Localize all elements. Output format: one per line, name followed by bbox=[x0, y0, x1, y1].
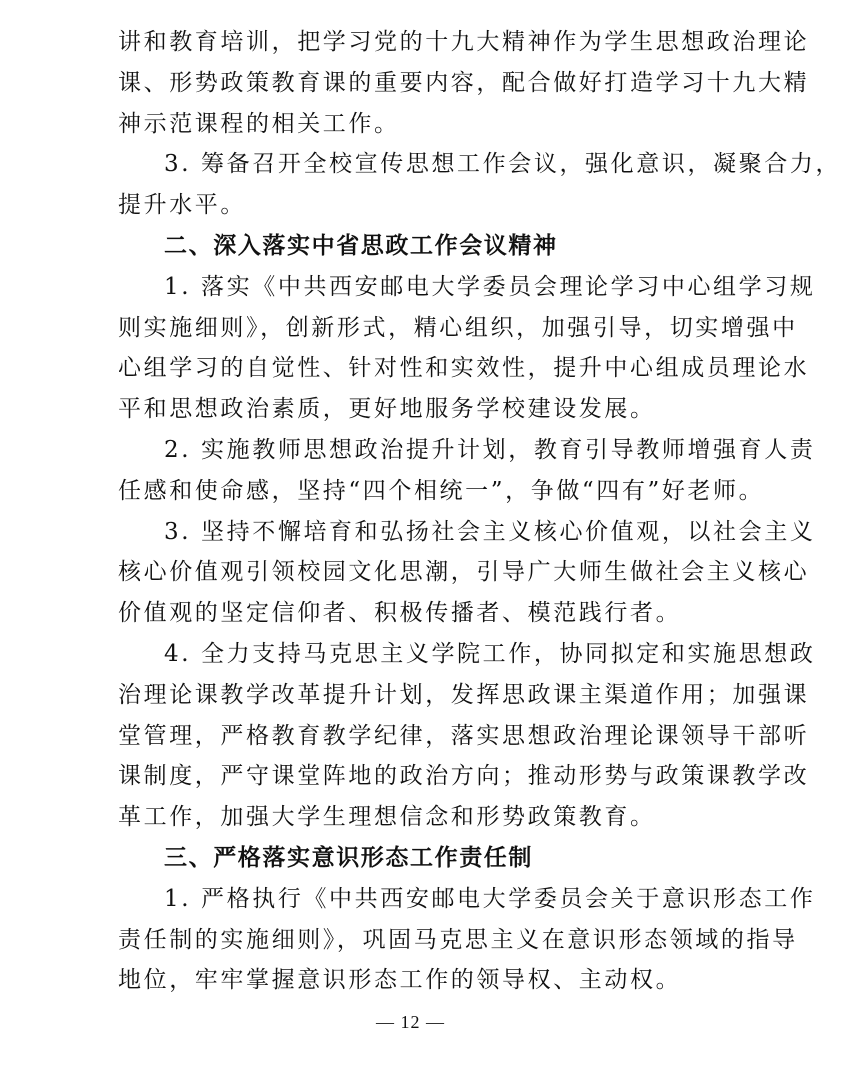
section-heading: 三、严格落实意识形态工作责任制 bbox=[164, 844, 533, 871]
text-line: 1. 严格执行《中共西安邮电大学委员会关于意识形态工作 bbox=[164, 885, 816, 912]
text-line: 堂管理，严格教育教学纪律，落实思想政治理论课领导干部听 bbox=[118, 722, 810, 749]
section-heading: 二、深入落实中省思政工作会议精神 bbox=[164, 232, 558, 259]
text-line: 则实施细则》，创新形式，精心组织，加强引导，切实增强中 bbox=[118, 314, 798, 341]
text-line: 地位，牢牢掌握意识形态工作的领导权、主动权。 bbox=[118, 967, 682, 994]
text-line: 1. 落实《中共西安邮电大学委员会理论学习中心组学习规 bbox=[164, 273, 816, 300]
text-line: 提升水平。 bbox=[118, 192, 246, 219]
text-line: 责任制的实施细则》，巩固马克思主义在意识形态领域的指导 bbox=[118, 926, 798, 953]
text-line: 4. 全力支持马克思主义学院工作，协同拟定和实施思想政 bbox=[164, 640, 816, 667]
text-line: 讲和教育培训，把学习党的十九大精神作为学生思想政治理论 bbox=[118, 29, 810, 55]
text-line: 革工作，加强大学生理想信念和形势政策教育。 bbox=[118, 804, 656, 831]
text-line: 任感和使命感，坚持“四个相统一”，争做“四有”好老师。 bbox=[118, 477, 765, 504]
document-body bbox=[118, 22, 841, 1001]
text-line: 3. 坚持不懈培育和弘扬社会主义核心价值观，以社会主义 bbox=[164, 518, 816, 545]
page-number: — 12 — bbox=[376, 1012, 445, 1032]
text-line: 平和思想政治素质，更好地服务学校建设发展。 bbox=[118, 396, 656, 423]
text-line: 价值观的坚定信仰者、积极传播者、模范践行者。 bbox=[118, 600, 682, 627]
text-line: 2. 实施教师思想政治提升计划，教育引导教师增强育人责 bbox=[164, 436, 816, 463]
text-line: 神示范课程的相关工作。 bbox=[118, 110, 400, 137]
text-line: 课制度，严守课堂阵地的政治方向；推动形势与政策课教学改 bbox=[118, 763, 810, 790]
text-line: 心组学习的自觉性、针对性和实效性，提升中心组成员理论水 bbox=[118, 355, 810, 382]
text-line: 3. 筹备召开全校宣传思想工作会议，强化意识，凝聚合力， bbox=[164, 151, 841, 178]
text-line: 治理论课教学改革提升计划，发挥思政课主渠道作用；加强课 bbox=[118, 681, 810, 708]
text-line: 核心价值观引领校园文化思潮，引导广大师生做社会主义核心 bbox=[118, 559, 810, 586]
text-line: 课、形势政策教育课的重要内容，配合做好打造学习十九大精 bbox=[118, 69, 810, 96]
